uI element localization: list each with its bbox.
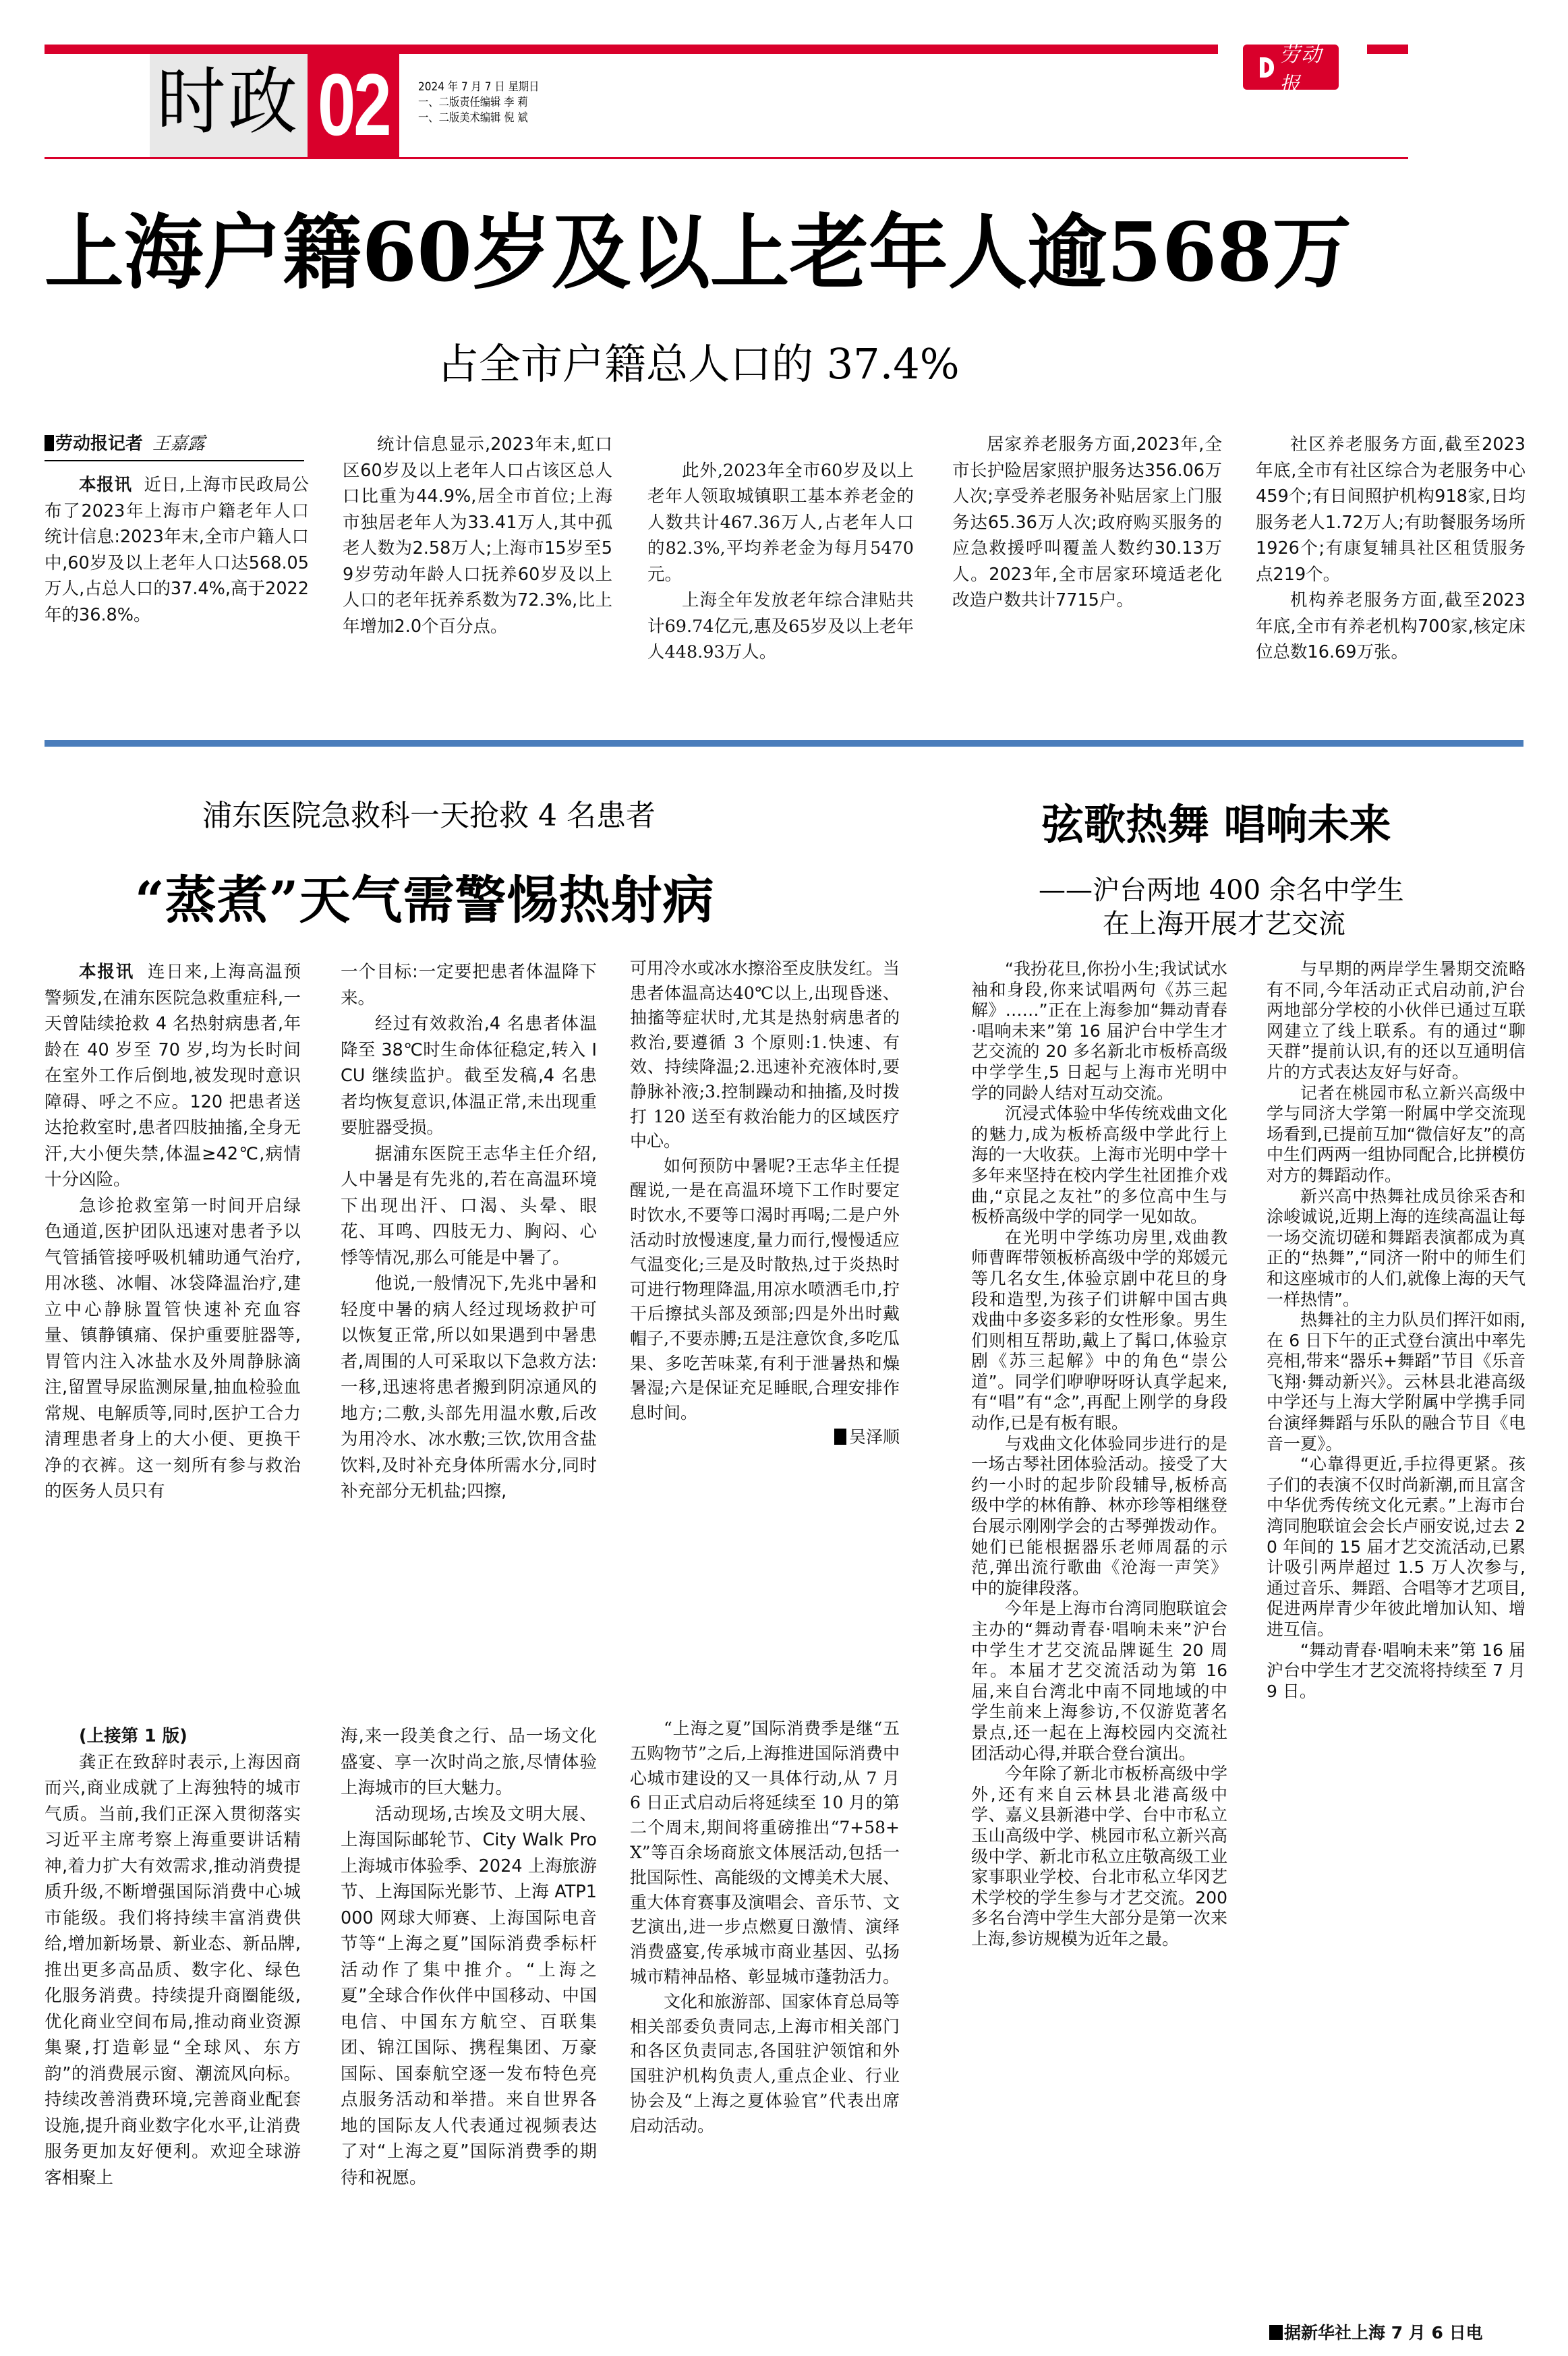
- lead-column-3: [647, 432, 914, 688]
- heat-paragraph-tail: 一个目标:一定要把患者体温降下来。: [341, 962, 597, 1008]
- lead-paragraph: 机构养老服务方面,截至2023年底,全市有养老机构700家,核定床位总数16.69万张。: [1256, 590, 1526, 662]
- arts-paragraph: 今年是上海市台湾同胞联谊会主办的“舞动青春·唱响未来”沪台中学生才艺交流品牌诞生 20 周年。本届才艺交流活动为第 16 届,来自台湾北中南不同地域的中学生前来上海参访,不仅游览著名景点,还一起在上海校园内交流社团活动心得,并联合登台演出。: [971, 1599, 1227, 1763]
- heat-kicker: 浦东医院急救科一天抢救 4 名患者: [202, 799, 656, 833]
- heat-paragraph-tail: 可用冷水或冰水擦浴至皮肤发红。当患者体温高达40℃以上,出现昏迷、抽搐等症状时,尤其是热射病患者的救治,要遵循 3 个原则:1.快速、有效、持续降温;2.迅速补充液体时,要静脉补液;3.控制躁动和抽搐,及时拨打 120 送至有救治能力的区域医疗中心。: [630, 958, 900, 1151]
- heat-paragraph: 他说,一般情况下,先兆中暑和轻度中暑的病人经过现场救护可以恢复正常,所以如果遇到中暑患者,周围的人可采取以下急救方法:一移,迅速将患者搬到阴凉通风的地方;二敷,头部先用温水敷,后改为用冷水、冰水敷;三饮,饮用含盐饮料,及时补充身体所需水分,同时补充部分无机盐;四擦,: [341, 1273, 597, 1501]
- section-name: 时政: [156, 60, 300, 144]
- heat-column-3: [630, 956, 900, 1665]
- lead-dateline: 本报讯: [79, 475, 132, 495]
- lead-column-5: [1256, 432, 1526, 666]
- arts-paragraph: 热舞社的主力队员们挥汗如雨,在 6 日下午的正式登台演出中率先亮相,带来“器乐+舞蹈”节目《乐音飞翔·舞动新兴》。云林县北港高级中学还与上海大学附属中学携手同台演绎舞蹈与乐队的融合节目《电音一夏》。: [1267, 1310, 1526, 1454]
- arts-paragraph: “心靠得更近,手拉得更紧。孩子们的表演不仅时尚新潮,而且富含中华优秀传统文化元素。”上海市台湾同胞联谊会会长卢丽安说,过去 20 年间的 15 届才艺交流活动,已累计吸引两岸超过 1.5 万人次参与,通过音乐、舞蹈、合唱等才艺项目,促进两岸青少年彼此增加认知、增进互信。: [1267, 1454, 1526, 1639]
- heat-paragraph: 本报讯 连日来,上海高温预警频发,在浦东医院急救重症科,一天曾陆续抢救 4 名热射病患者,年龄在 40 岁至 70 岁,均为长时间在室外工作后倒地,被发现时意识障碍、呼之不应。120 把患者送达抢救室时,患者四肢抽搐,全身无汗,大小便失禁,体温≥42℃,病情十分凶险。: [45, 962, 301, 1190]
- credit-square-icon: [1269, 2325, 1283, 2340]
- heat-author: 吴泽顺: [630, 1425, 900, 1450]
- arts-paragraph: “舞动青春·唱响未来”第 16 届沪台中学生才艺交流将持续至 7 月 9 日。: [1267, 1640, 1526, 1701]
- arts-paragraph: 在光明中学练功房里,戏曲教师曹晖带领板桥高级中学的郑媛元等几名女生,体验京剧中花旦的身段和造型,为孩子们讲解中国古典戏曲中多姿多彩的女性形象。男生们则相互帮助,戴上了髯口,体验京剧《苏三起解》中的角色“崇公道”。同学们咿咿呀呀认真学起来,有“唱”有“念”,再配上刚学的身段动作,已是有板有眼。: [971, 1227, 1227, 1433]
- continued-paragraph: 文化和旅游部、国家体育总局等相关部委负责同志,上海市相关部门和各区负责同志,各国驻沪领馆和外国驻沪机构负责人,重点企业、行业协会及“上海之夏体验官”代表出席启动活动。: [630, 1991, 900, 2135]
- continued-paragraph: 龚正在致辞时表示,上海因商而兴,商业成就了上海独特的城市气质。当前,我们正深入贯彻落实习近平主席考察上海重要讲话精神,着力扩大有效需求,推动消费提质升级,不断增强国际消费中心城市能级。我们将持续丰富消费供给,增加新场景、新业态、新品牌,推出更多高品质、数字化、绿色化服务消费。持续提升商圈能级,优化商业空间布局,推动商业资源集聚,打造彰显“全球风、东方韵”的消费展示窗、潮流风向标。持续改善消费环境,完善商业配套设施,提升商业数字化水平,让消费服务更加友好便利。欢迎全球游客相聚上: [45, 1752, 301, 2188]
- logo-mark-icon: [1260, 57, 1274, 78]
- heat-paragraph: 经过有效救治,4 名患者体温降至 38℃时生命体征稳定,转入 ICU 继续监护。截至发稿,4 名患者均恢复意识,体温正常,未出现重要脏器受损。: [341, 1014, 597, 1138]
- lead-byline: [45, 432, 304, 461]
- arts-paragraph: 与早期的两岸学生暑期交流略有不同,今年活动正式启动前,沪台两地部分学校的小伙伴已通过互联网建立了线上联系。有的通过“聊天群”提前认识,有的还以互通明信片的方式表达友好与好奇。: [1267, 959, 1526, 1082]
- arts-paragraph: 记者在桃园市私立新兴高级中学与同济大学第一附属中学交流现场看到,已提前互加“微信好友”的高中生们两两一组协同配合,比拼模仿对方的舞蹈动作。: [1267, 1083, 1526, 1185]
- arts-paragraph: 沉浸式体验中华传统戏曲文化的魅力,成为板桥高级中学此行上海的一大收获。上海市光明中学十多年来坚持在校内学生社团推介戏曲,“京昆之友社”的多位高中生与板桥高级中学的同学一见如故。: [971, 1103, 1227, 1227]
- logo-text: 劳动报: [1279, 42, 1323, 96]
- masthead-top-rule: [45, 45, 1218, 54]
- continued-column-2: [341, 1723, 597, 2344]
- arts-paragraph: 今年除了新北市板桥高级中学外,还有来自云林县北港高级中学、嘉义县新港中学、台中市私立玉山高级中学、桃园市私立新兴高级中学、新北市私立庄敬高级工业家事职业学校、台北市私立华冈艺术学校的学生参与才艺交流。200 多名台湾中学生大部分是第一次来上海,参访规模为近年之最。: [971, 1764, 1227, 1949]
- heat-dateline: 本报讯: [79, 962, 135, 982]
- continued-paragraph-tail: 海,来一段美食之行、品一场文化盛宴、享一次时尚之旅,尽情体验上海城市的巨大魅力。: [341, 1726, 597, 1798]
- masthead-bottom-rule: [45, 157, 1408, 159]
- byline-square-icon: [45, 435, 54, 451]
- lead-paragraph: 居家养老服务方面,2023年,全市长护险居家照护服务达356.06万人次;享受养老服务补贴居家上门服务达65.36万人次;政府购买服务的应急救援呼叫覆盖人数约30.13万人。2023年,全市居家环境适老化改造户数共计7715户。: [952, 434, 1222, 610]
- arts-paragraph: “我扮花旦,你扮小生;我试试水袖和身段,你来试唱两句《苏三起解》……”正在上海参加“舞动青春·唱响未来”第 16 届沪台中学生才艺交流的 20 多名新北市板桥高级中学学生,5 日起与上海市光明中学的同龄人结对互动交流。: [971, 959, 1227, 1103]
- lead-paragraph: 统计信息显示,2023年末,虹口区60岁及以上老年人口占该区总人口比重为44.9%,居全市首位;上海市独居老年人为33.41万人,其中孤老人数为2.58万人;上海市15岁至59岁劳动年龄人口抚养60岁及以上人口的老年抚养系数为72.3%,比上年增加2.0个百分点。: [343, 434, 612, 637]
- heat-headline: “蒸煮”天气需警惕热射病: [135, 870, 715, 930]
- heat-paragraph: 如何预防中暑呢?王志华主任提醒说,一是在高温环境下工作时要定时饮水,不要等口渴时再喝;二是户外活动时放慢速度,量力而行,慢慢适应气温变化;三是及时散热,过于炎热时可进行物理降温,用凉水喷洒毛巾,拧干后擦拭头部及颈部;四是外出时戴帽子,不要赤膊;五是注意饮食,多吃瓜果、多吃苦味菜,有利于泄暑热和燥暑湿;六是保证充足睡眠,合理安排作息时间。: [630, 1155, 900, 1423]
- lead-paragraph: 此外,2023年全市60岁及以上老年人领取城镇职工基本养老金的人数共计467.36万人,占老年人口的82.3%,平均养老金为每月5470元。: [647, 460, 914, 585]
- heat-paragraph: 急诊抢救室第一时间开启绿色通道,医护团队迅速对患者予以气管插管接呼吸机辅助通气治疗,用冰毯、冰帽、冰袋降温治疗,建立中心静脉置管快速补充血容量、镇静镇痛、保护重要脏器等,胃管内注入冰盐水及外周静脉滴注,留置导尿监测尿量,抽血检验血常规、电解质等,同时,医护工合力清理患者身上的大小便、更换干净的衣裤。这一刻所有参与救治的医务人员只有: [45, 1195, 301, 1501]
- arts-subheadline-1: ——沪台两地 400 余名中学生: [1039, 875, 1404, 906]
- heat-paragraph: 据浦东医院王志华主任介绍,人中暑是有先兆的,若在高温环境下出现出汗、口渴、头晕、眼花、耳鸣、四肢无力、胸闷、心悸等情况,那么可能是中暑了。: [341, 1143, 597, 1268]
- arts-paragraph: 与戏曲文化体验同步进行的是一场古琴社团体验活动。接受了大约一小时的起步阶段辅导,板桥高级中学的林侑静、林亦珍等相继登台展示刚刚学会的古琴弹拨动作。她们已能根据器乐老师周磊的示范,弹出流行歌曲《沧海一声笑》中的旋律段落。: [971, 1433, 1227, 1598]
- byline-name: 王嘉露: [152, 434, 206, 454]
- lead-headline: 上海户籍60岁及以上老年人逾568万: [45, 205, 1352, 300]
- arts-column-1: [971, 959, 1227, 2328]
- arts-subheadline-2: 在上海开展才艺交流: [1103, 909, 1345, 940]
- lead-paragraph: 上海全年发放老年综合津贴共计69.74亿元,惠及65岁及以上老年人448.93万人。: [647, 590, 914, 662]
- lead-column-2: [343, 432, 612, 639]
- page-number: 02: [317, 55, 390, 154]
- continued-column-3: [630, 1717, 900, 2344]
- heat-column-2: [341, 959, 597, 1654]
- lead-paragraph: 社区养老服务方面,截至2023年底,全市有社区综合为老服务中心459个;有日间照护机构918家,日均服务老人1.72万人;有助餐服务场所1926个;有康复辅具社区租赁服务点219个。: [1256, 434, 1526, 585]
- responsible-editor: 一、二版责任编辑 李 莉: [418, 96, 528, 109]
- arts-headline: 弦歌热舞 唱响未来: [1042, 800, 1391, 849]
- continued-paragraph: “上海之夏”国际消费季是继“五五购物节”之后,上海推进国际消费中心城市建设的又一具体行动,从 7 月 6 日正式启动后将延续至 10 月的第二个周末,期间将重磅推出“7+58+X”等百余场商旅文体展活动,包括一批国际性、高能级的文博美术大展、重大体育赛事及演唱会、音乐节、文艺演出,进一步点燃夏日激情、演绎消费盛宴,传承城市商业基因、弘扬城市精神品格、彰显城市蓬勃活力。: [630, 1719, 900, 1986]
- lead-paragraph: 本报讯 近日,上海市民政局公布了2023年上海市户籍老年人口统计信息:2023年末,全市户籍人口中,60岁及以上老年人口达568.05万人,占总人口的37.4%,高于2022年的36.8%。: [45, 475, 309, 625]
- continued-label: (上接第 1 版): [79, 1726, 187, 1746]
- continued-paragraph: 活动现场,古埃及文明大展、上海国际邮轮节、City Walk Pro 上海城市体验季、2024 上海旅游节、上海国际光影节、上海 ATP1000 网球大师赛、上海国际电音节等“上海之夏”国际消费季标杆活动作了集中推介。“上海之夏”全球合作伙伴中国移动、中国电信、中国东方航空、百联集团、锦江国际、携程集团、万豪国际、国泰航空逐一发布特色亮点服务活动和举措。来自世界各地的国际友人代表通过视频表达了对“上海之夏”国际消费季的期待和祝愿。: [341, 1804, 597, 2188]
- lead-column-1: [45, 472, 309, 628]
- newspaper-logo: [1243, 42, 1339, 96]
- section-divider: [45, 740, 1523, 747]
- author-square-icon: [834, 1429, 846, 1445]
- lead-subheadline: 占全市户籍总人口的 37.4%: [437, 339, 960, 389]
- heat-column-1: [45, 959, 301, 1654]
- continued-column-1: [45, 1723, 301, 2344]
- arts-paragraph: 新兴高中热舞社成员徐采杏和涂峻诚说,近期上海的连续高温让每一场交流切磋和舞蹈表演都成为真正的“热舞”,“同济一附中的师生们和这座城市的人们,就像上海的天气一样热情”。: [1267, 1186, 1526, 1309]
- masthead-top-rule-right: [1367, 45, 1408, 54]
- lead-column-4: [952, 432, 1222, 614]
- byline-label: 劳动报记者: [55, 434, 144, 454]
- art-editor: 一、二版美术编辑 倪 斌: [418, 111, 528, 125]
- arts-column-2: [1267, 959, 1526, 2308]
- arts-credit: 据新华社上海 7 月 6 日电: [1269, 2320, 1483, 2346]
- issue-date: 2024 年 7 月 7 日 星期日: [418, 80, 540, 94]
- issue-meta: [418, 80, 552, 126]
